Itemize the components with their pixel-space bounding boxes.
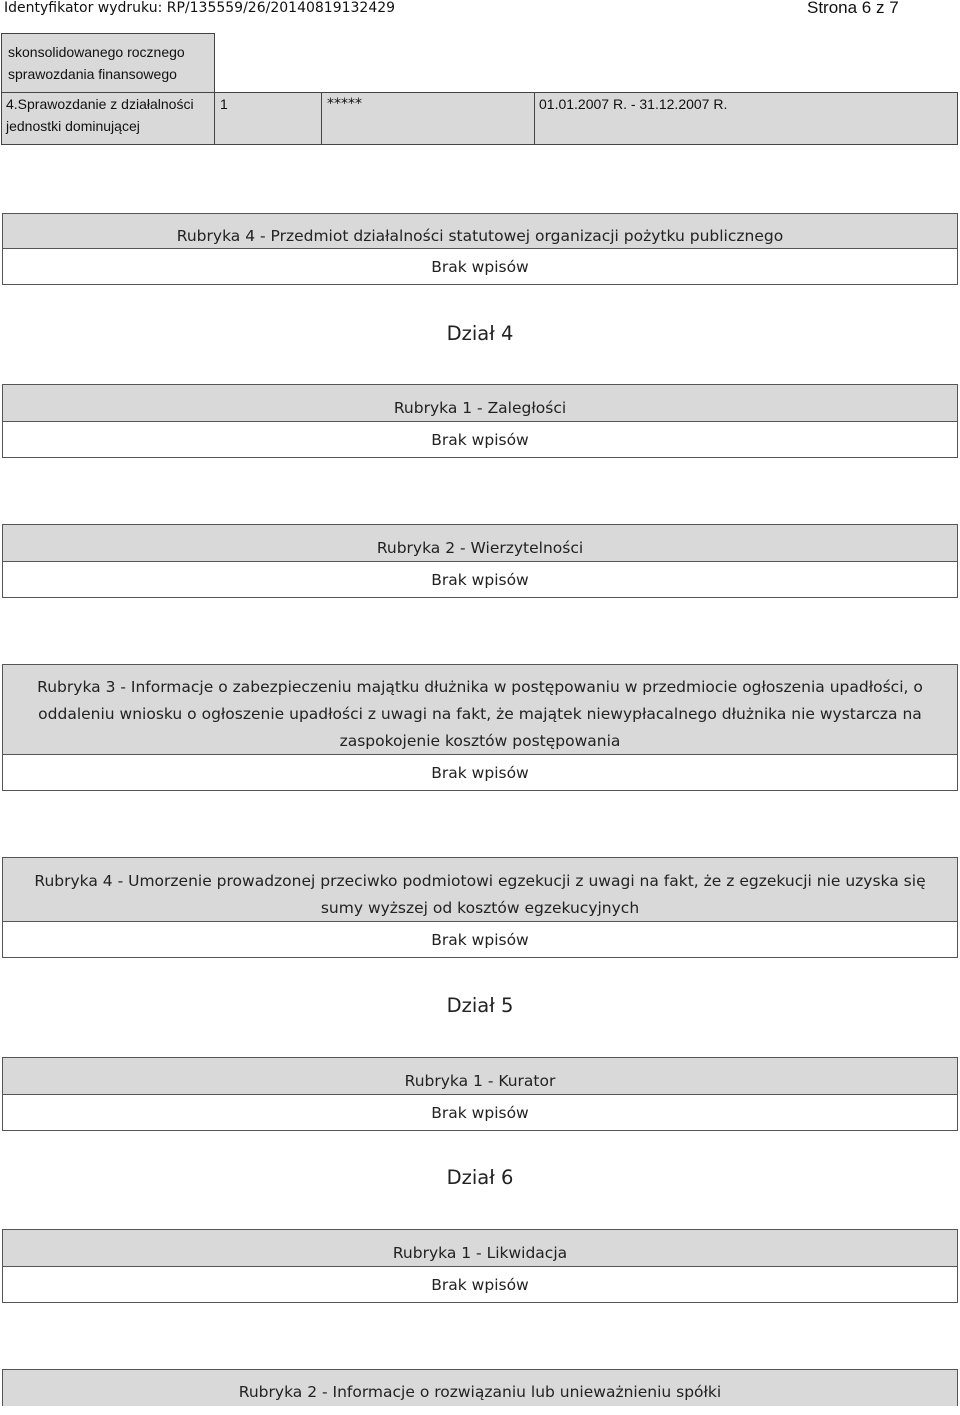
section-rubryka-3-informacje	[2, 664, 958, 791]
section-title: Rubryka 1 - Likwidacja	[2, 1229, 958, 1267]
table-cell-number: 1	[214, 92, 322, 145]
table-cell-period: 01.01.2007 R. - 31.12.2007 R.	[534, 92, 958, 145]
section-title: Rubryka 4 - Umorzenie prowadzonej przeciwko podmiotowi egzekucji z uwagi na fakt, że z egzekucji nie uzyska się sumy wyższej od kosztów egzekucyjnych	[2, 857, 958, 922]
section-title: Rubryka 1 - Zaległości	[2, 384, 958, 422]
section-rubryka-1-zaleglosci	[2, 384, 958, 458]
dzial-heading: Dział 6	[446, 1166, 514, 1189]
section-value: Brak wpisów	[2, 1267, 958, 1303]
table-cell-stars: *****	[321, 92, 535, 145]
section-value: Brak wpisów	[2, 249, 958, 285]
section-value: Brak wpisów	[2, 755, 958, 791]
section-title: Rubryka 2 - Wierzytelności	[2, 524, 958, 562]
section-rubryka-2-rozwiazanie	[2, 1369, 958, 1406]
section-rubryka-4-przedmiot	[2, 213, 958, 285]
section-value: Brak wpisów	[2, 1095, 958, 1131]
section-value: Brak wpisów	[2, 422, 958, 458]
section-value: Brak wpisów	[2, 922, 958, 958]
page-number: Strona 6 z 7	[807, 0, 899, 17]
section-title: Rubryka 1 - Kurator	[2, 1057, 958, 1095]
section-title: Rubryka 3 - Informacje o zabezpieczeniu majątku dłużnika w postępowaniu w przedmiocie ogłoszenia upadłości, o oddaleniu wniosku o ogłoszenie upadłości z uwagi na fakt, że majątek niewypłacalnego dłużnika nie wystarcza na zaspokojenie kosztów postępowania	[2, 664, 958, 755]
table-row	[1, 92, 958, 145]
dzial-heading: Dział 4	[446, 322, 514, 345]
section-value: Brak wpisów	[2, 562, 958, 598]
dzial-heading: Dział 5	[446, 994, 514, 1017]
table-cell-report-type: skonsolidowanego rocznego sprawozdania finansowego	[1, 33, 215, 93]
table-cell-document-name: 4.Sprawozdanie z działalności jednostki dominującej	[1, 92, 215, 145]
section-title: Rubryka 2 - Informacje o rozwiązaniu lub unieważnieniu spółki	[2, 1369, 958, 1406]
section-rubryka-1-kurator	[2, 1057, 958, 1131]
section-rubryka-2-wierzytelnosci	[2, 524, 958, 598]
section-rubryka-4-umorzenie	[2, 857, 958, 958]
section-rubryka-1-likwidacja	[2, 1229, 958, 1303]
print-identifier: Identyfikator wydruku: RP/135559/26/20140819132429	[4, 0, 396, 16]
section-title: Rubryka 4 - Przedmiot działalności statutowej organizacji pożytku publicznego	[2, 213, 958, 249]
